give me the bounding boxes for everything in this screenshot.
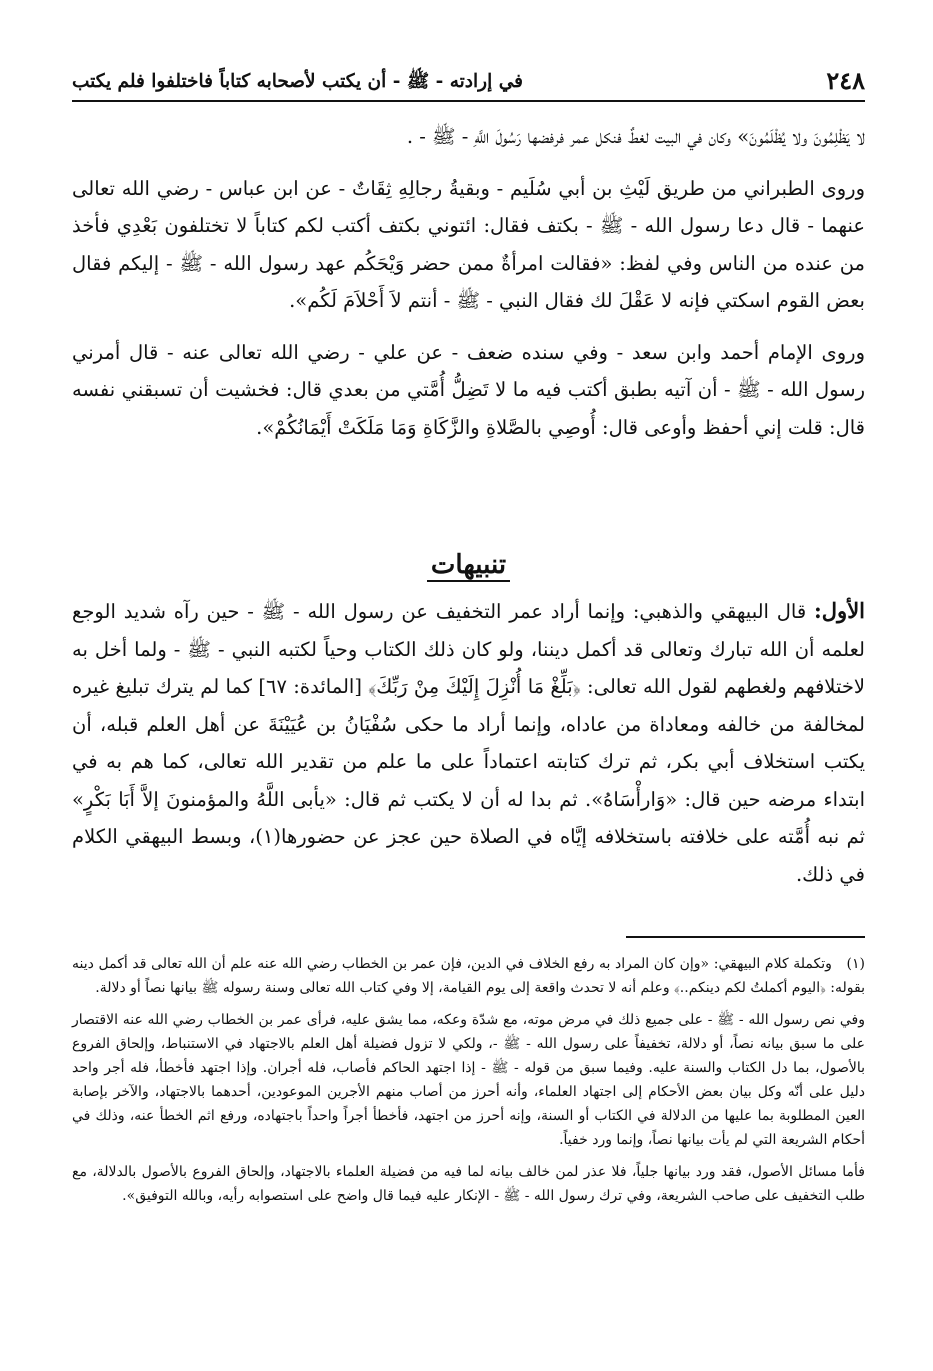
footnote-continuation: فأما مسائل الأصول، فقد ورد بيانها جلياً، فلا عذر لمن خالف بيانه لما فيه من فضيلة العلماء بالاجتهاد، وإلحاق الفروع بالأصول بالدلالة، مع طلب التخفيف على صاحب الشريعة، وفي ترك رسول الله - ﷺ - الإنكار عليه فيما قال واضح على استصوابه رأيه، وبالله التوفيق».	[72, 1164, 865, 1204]
main-text	[72, 118, 865, 446]
section-text	[72, 592, 865, 893]
footnotes	[72, 952, 865, 1208]
paragraph: وروى الإمام أحمد وابن سعد - وفي سنده ضعف - عن علي - رضي الله تعالى عنه - قال أمرني رسول الله - ﷺ - أن آتيه بطبق أكتب فيه ما لا تَضِلُّ أُمَّتي من بعدي قال: فخشيت أن تسبقني نفسه قال: قلت إني أحفظ وأوعى قال: أُوصِي بالصَّلاةِ والزَّكَاةِ وَمَا مَلَكَتْ أَيْمَانُكُمْ».	[72, 340, 865, 439]
paragraph-body: قال البيهقي والذهبي: وإنما أراد عمر التخفيف عن رسول الله - ﷺ - حين رآه شديد الوجع لعلمه أن الله تبارك وتعالى قد أكمل ديننا، ولو كان ذلك الكتاب وحياً لكتبه النبي - ﷺ - ولما أخل به لاختلافهم ولغطهم لقول الله تعالى: ﴿بَلِّغْ مَا أُنْزِلَ إِلَيْكَ مِنْ رَبِّكَ﴾ [المائدة: ٦٧] كما لم يترك تبليغ غيره لمخالفة من خالفه ومعاداة من عاداه، وإنما أراد ما حكى سُفْيَانُ بن عُيَيْنَةَ عن أهل العلم قبله، أن يكتب استخلاف أبي بكر، ثم ترك كتابته اعتماداً على ما علم من تقدير الله تعالى، كما هم به في ابتداء مرضه حين قال: «وَارأْسَاهُ». ثم بدا له أن لا يكتب ثم قال: «يأبى اللَّهُ والمؤمنونَ إلاَّ أَبَا بَكْرٍ» ثم نبه أُمَّته على خلافته باستخلافه إيَّاه في الصلاة حين عجز عن حضورها(١)، وبسط البيهقي الكلام في ذلك.	[72, 600, 866, 886]
footnote-continuation: وفي نص رسول الله - ﷺ - على جميع ذلك في مرض موته، مع شدّة وعكه، مما يشق عليه، فرأى عمر بن الخطاب رضي الله عنه الاقتصار على ما سبق بيانه نصاً، أو دلالة، تخفيفاً على رسول الله - ﷺ -، ولكي لا تزول فضيلة أهل العلم بالاجتهاد في الاستنباط، وإلحاق الفروع بالأصول، بما دل الكتاب والسنة عليه. وفيما سبق من قوله - ﷺ - إذا اجتهد الحاكم فأصاب، فله أجران. وإذا اجتهد فأخطأ، فله أجر واحد دليل على أنّه وكل بيان بعض الأحكام إلى اجتهاد العلماء، وأنه أحرز من أصاب منهم الأجرين الموعودين، أحدهما بالاجتهاد، والآخر بإصابة العين المطلوبة بما عليها من الدلالة في الكتاب أو السنة، وإنه أحرز من اجتهد، فأخطأ أجراً واحداً باجتهاده، ورفع اثم الخطأ عنه، وذلك في أحكام الشريعة التي لم يأت بيانها نصاً، وإنما ورد خفياً.	[72, 1012, 865, 1148]
section-heading	[72, 545, 865, 585]
paragraph: لا يَظْلِمُونَ ولا يُظْلَمُونَ» وكان في البيت لغطٌ فنكل عمر فرفضها رَسُولَ اللَّهِ - ﷺ - .	[406, 125, 865, 148]
section-heading-text: تنبيهات	[427, 550, 510, 582]
running-title: في إرادته - ﷺ - أن يكتب لأصحابه كتاباً فاختلفوا فلم يكتب	[72, 71, 523, 92]
page-header	[72, 66, 865, 102]
paragraph-lead: الأول:	[814, 598, 866, 623]
footnote	[72, 952, 865, 1000]
footnote-marker: (١)	[846, 956, 866, 972]
page-number: ٢٤٨	[826, 66, 865, 95]
paragraph	[72, 592, 865, 893]
paragraph: وروى الطبراني من طريق لَيْثِ بن أبي سُلَيم - وبقيةُ رجالِهِ ثِقَاتٌ - عن ابن عباس - رضي الله تعالى عنهما - قال دعا رسول الله - ﷺ - بكتف فقال: ائتوني بكتف أكتب لكم كتاباً لا تختلفون بَعْدِي فأخذ من عنده من الناس وفي لفظ: «فقالت امرأةٌ ممن حضر وَيْحَكُم عهد رسول الله - ﷺ - إليكم فقال بعض القوم اسكتي فإنه لا عَقْلَ لك فقال النبي - ﷺ - أنتم لاَ أَحْلاَمَ لَكُم».	[72, 176, 865, 312]
footnote-divider	[626, 936, 865, 938]
footnote-text: وتكملة كلام البيهقي: «وإن كان المراد به رفع الخلاف في الدين، فإن عمر بن الخطاب رضي الله عنه علم أن الله تعالى قد أكمل دينه بقوله: ﴿اليوم أكملتُ لكم دينكم..﴾ وعلم أنه لا تحدث واقعة إلى يوم القيامة، إلا وفي كتاب الله تعالى وسنة رسوله ﷺ بيانها نصاً أو دلالة.	[72, 956, 865, 996]
